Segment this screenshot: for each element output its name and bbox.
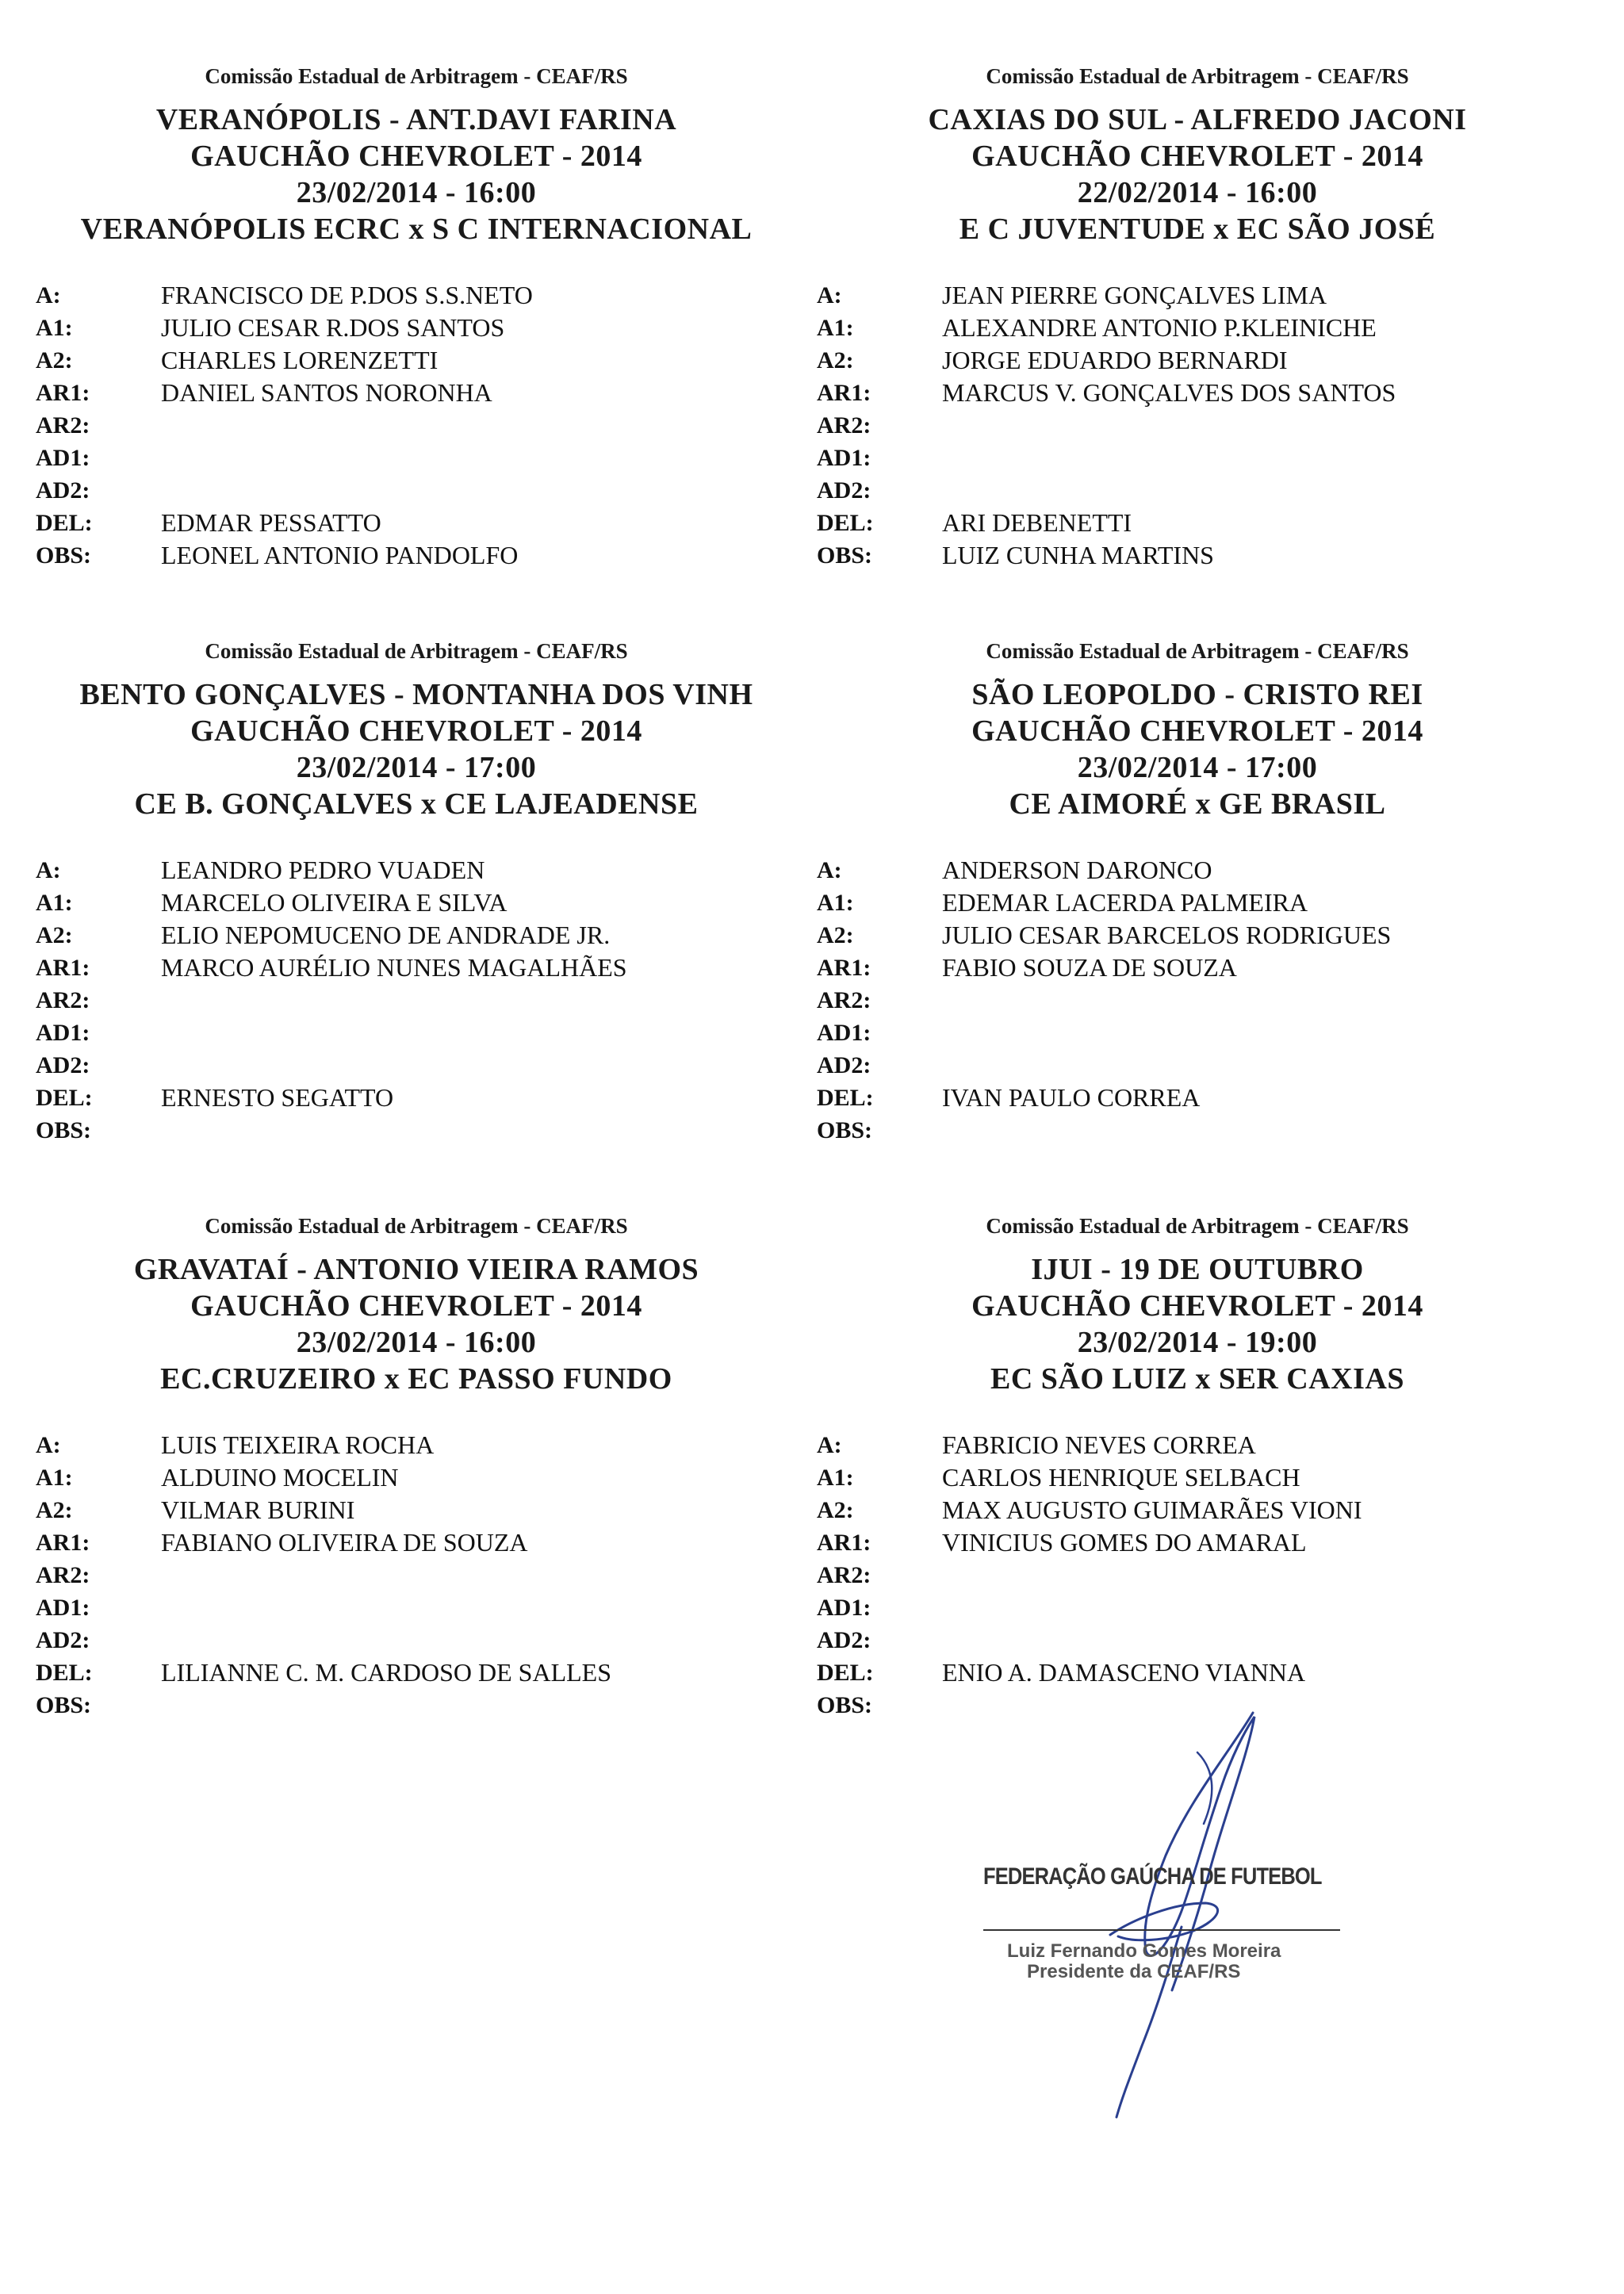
official-row	[36, 887, 797, 919]
role-label: A1:	[817, 315, 854, 341]
role-label: AD2:	[817, 1627, 871, 1653]
official-name: CHARLES LORENZETTI	[161, 346, 439, 374]
signer-name: Luiz Fernando Gomes Moreira	[1007, 1940, 1281, 1962]
role-label: AR2:	[817, 1562, 871, 1588]
role-label: DEL:	[817, 510, 874, 536]
official-name: FRANCISCO DE P.DOS S.S.NETO	[161, 281, 533, 309]
official-name: EDEMAR LACERDA PALMEIRA	[942, 888, 1308, 917]
match: EC.CRUZEIRO x EC PASSO FUNDO	[160, 1362, 672, 1396]
official-name: VILMAR BURINI	[161, 1496, 355, 1524]
officials-list	[817, 1429, 1578, 1721]
role-label: OBS:	[817, 542, 873, 569]
official-row	[817, 507, 1578, 539]
role-label: AR1:	[36, 1530, 90, 1556]
official-row	[36, 1656, 797, 1689]
official-name: ARI DEBENETTI	[942, 508, 1132, 537]
game-block-2	[817, 63, 1578, 569]
official-row	[817, 1526, 1578, 1559]
officials-list	[817, 854, 1578, 1147]
official-row	[36, 984, 797, 1017]
role-label: OBS:	[36, 1117, 92, 1143]
role-label: A:	[36, 857, 61, 883]
official-name: FABIO SOUZA DE SOUZA	[942, 953, 1237, 982]
match: VERANÓPOLIS ECRC x S C INTERNACIONAL	[80, 213, 753, 246]
game-block-5	[36, 1213, 797, 1718]
role-label: DEL:	[36, 510, 93, 536]
role-label: A2:	[817, 347, 854, 373]
official-row	[817, 539, 1578, 572]
official-row	[817, 1461, 1578, 1494]
role-label: AD1:	[36, 445, 90, 471]
official-name: VINICIUS GOMES DO AMARAL	[942, 1528, 1307, 1557]
role-label: A1:	[817, 1465, 854, 1491]
official-name: FABRICIO NEVES CORREA	[942, 1430, 1256, 1459]
official-row	[817, 409, 1578, 442]
official-name: MARCELO OLIVEIRA E SILVA	[161, 888, 508, 917]
official-name: LUIS TEIXEIRA ROCHA	[161, 1430, 435, 1459]
date-time: 23/02/2014 - 17:00	[1077, 751, 1318, 784]
official-row	[36, 344, 797, 377]
official-row	[36, 377, 797, 409]
role-label: AD2:	[36, 1627, 90, 1653]
match: EC SÃO LUIZ x SER CAXIAS	[990, 1362, 1404, 1396]
official-row	[817, 1049, 1578, 1082]
official-name: ENIO A. DAMASCENO VIANNA	[942, 1658, 1306, 1687]
official-row	[817, 952, 1578, 984]
signature-block	[952, 1705, 1396, 2149]
venue: VERANÓPOLIS - ANT.DAVI FARINA	[155, 103, 677, 136]
role-label: AR2:	[36, 1562, 90, 1588]
competition: GAUCHÃO CHEVROLET - 2014	[190, 140, 642, 173]
official-row	[36, 1082, 797, 1114]
role-label: DEL:	[36, 1085, 93, 1111]
officials-list	[36, 1429, 797, 1721]
official-row	[36, 1114, 797, 1147]
official-row	[36, 1017, 797, 1049]
official-row	[817, 1559, 1578, 1591]
date-time: 23/02/2014 - 17:00	[296, 751, 537, 784]
competition: GAUCHÃO CHEVROLET - 2014	[190, 714, 642, 748]
official-row	[36, 279, 797, 312]
official-name: JORGE EDUARDO BERNARDI	[942, 346, 1288, 374]
match: CE B. GONÇALVES x CE LAJEADENSE	[134, 787, 699, 821]
official-name: IVAN PAULO CORREA	[942, 1083, 1201, 1112]
official-name: ELIO NEPOMUCENO DE ANDRADE JR.	[161, 921, 611, 949]
role-label: OBS:	[36, 542, 92, 569]
signature-line	[983, 1929, 1340, 1931]
competition: GAUCHÃO CHEVROLET - 2014	[971, 140, 1423, 173]
official-name: FABIANO OLIVEIRA DE SOUZA	[161, 1528, 528, 1557]
official-name: LEANDRO PEDRO VUADEN	[161, 856, 485, 884]
signer-title: Presidente da CEAF/RS	[1027, 1961, 1241, 1982]
official-row	[36, 919, 797, 952]
date-time: 23/02/2014 - 19:00	[1077, 1326, 1318, 1359]
competition: GAUCHÃO CHEVROLET - 2014	[971, 714, 1423, 748]
role-label: DEL:	[36, 1660, 93, 1686]
role-label: A1:	[36, 1465, 73, 1491]
official-row	[817, 1591, 1578, 1624]
official-name: ALEXANDRE ANTONIO P.KLEINICHE	[942, 313, 1377, 342]
game-block-1	[36, 63, 797, 569]
official-name: MAX AUGUSTO GUIMARÃES VIONI	[942, 1496, 1362, 1524]
commission-title: Comissão Estadual de Arbitragem - CEAF/RS	[205, 1214, 628, 1238]
match: E C JUVENTUDE x EC SÃO JOSÉ	[959, 213, 1436, 246]
role-label: A:	[36, 282, 61, 308]
official-row	[36, 854, 797, 887]
game-header	[36, 638, 797, 822]
role-label: A1:	[36, 315, 73, 341]
role-label: OBS:	[36, 1692, 92, 1718]
commission-title: Comissão Estadual de Arbitragem - CEAF/RS	[205, 64, 628, 88]
role-label: DEL:	[817, 1660, 874, 1686]
official-row	[817, 377, 1578, 409]
match: CE AIMORÉ x GE BRASIL	[1009, 787, 1386, 821]
role-label: A2:	[817, 922, 854, 948]
competition: GAUCHÃO CHEVROLET - 2014	[190, 1289, 642, 1323]
role-label: AR2:	[817, 987, 871, 1013]
date-time: 23/02/2014 - 16:00	[296, 176, 537, 209]
role-label: AR1:	[817, 1530, 871, 1556]
official-row	[817, 344, 1578, 377]
officials-list	[817, 279, 1578, 572]
official-row	[817, 442, 1578, 474]
stamp-organization: FEDERAÇÃO GAÚCHA DE FUTEBOL	[983, 1863, 1322, 1890]
role-label: AD1:	[817, 445, 871, 471]
venue: GRAVATAÍ - ANTONIO VIEIRA RAMOS	[133, 1253, 699, 1286]
official-row	[36, 1049, 797, 1082]
role-label: AD1:	[817, 1595, 871, 1621]
role-label: AR1:	[817, 955, 871, 981]
official-name: LILIANNE C. M. CARDOSO DE SALLES	[161, 1658, 611, 1687]
official-row	[817, 887, 1578, 919]
game-header	[817, 63, 1578, 247]
official-row	[36, 1494, 797, 1526]
date-time: 22/02/2014 - 16:00	[1077, 176, 1318, 209]
date-time: 23/02/2014 - 16:00	[296, 1326, 537, 1359]
official-row	[817, 1624, 1578, 1656]
role-label: A2:	[36, 1497, 73, 1523]
official-name: EDMAR PESSATTO	[161, 508, 381, 537]
official-row	[817, 854, 1578, 887]
official-name: CARLOS HENRIQUE SELBACH	[942, 1463, 1300, 1492]
role-label: AD1:	[817, 1020, 871, 1046]
official-row	[36, 507, 797, 539]
official-row	[817, 474, 1578, 507]
commission-title: Comissão Estadual de Arbitragem - CEAF/RS	[986, 1214, 1409, 1238]
official-name: MARCUS V. GONÇALVES DOS SANTOS	[942, 378, 1396, 407]
commission-title: Comissão Estadual de Arbitragem - CEAF/RS	[205, 639, 628, 663]
role-label: AR1:	[36, 380, 90, 406]
official-name: ERNESTO SEGATTO	[161, 1083, 394, 1112]
game-header	[817, 1213, 1578, 1397]
role-label: AR1:	[817, 380, 871, 406]
role-label: AD2:	[36, 1052, 90, 1078]
official-row	[817, 312, 1578, 344]
official-row	[36, 1429, 797, 1461]
role-label: OBS:	[817, 1117, 873, 1143]
official-row	[36, 442, 797, 474]
role-label: AD1:	[36, 1020, 90, 1046]
role-label: A:	[36, 1432, 61, 1458]
official-row	[36, 1591, 797, 1624]
role-label: A2:	[817, 1497, 854, 1523]
game-block-6	[817, 1213, 1578, 1718]
role-label: AR2:	[817, 412, 871, 439]
role-label: AD2:	[36, 477, 90, 504]
official-row	[817, 1017, 1578, 1049]
venue: SÃO LEOPOLDO - CRISTO REI	[971, 678, 1423, 711]
role-label: AD2:	[817, 1052, 871, 1078]
official-row	[817, 1429, 1578, 1461]
role-label: A:	[817, 282, 842, 308]
venue: IJUI - 19 DE OUTUBRO	[1031, 1253, 1364, 1286]
role-label: A1:	[36, 890, 73, 916]
game-header	[817, 638, 1578, 822]
role-label: DEL:	[817, 1085, 874, 1111]
role-label: AD1:	[36, 1595, 90, 1621]
official-row	[36, 952, 797, 984]
game-header	[36, 63, 797, 247]
official-row	[36, 1526, 797, 1559]
official-name: JULIO CESAR BARCELOS RODRIGUES	[942, 921, 1392, 949]
official-name: LUIZ CUNHA MARTINS	[942, 541, 1214, 569]
official-row	[36, 474, 797, 507]
official-row	[36, 1559, 797, 1591]
official-row	[817, 919, 1578, 952]
official-name: DANIEL SANTOS NORONHA	[161, 378, 492, 407]
officials-list	[36, 854, 797, 1147]
official-row	[36, 312, 797, 344]
official-name: ANDERSON DARONCO	[942, 856, 1212, 884]
role-label: A1:	[817, 890, 854, 916]
role-label: AR2:	[36, 412, 90, 439]
official-row	[817, 1082, 1578, 1114]
game-block-4	[817, 638, 1578, 1143]
official-row	[36, 1689, 797, 1721]
official-name: ALDUINO MOCELIN	[161, 1463, 399, 1492]
official-row	[817, 1494, 1578, 1526]
commission-title: Comissão Estadual de Arbitragem - CEAF/RS	[986, 64, 1409, 88]
official-row	[817, 279, 1578, 312]
official-row	[817, 1114, 1578, 1147]
game-block-3	[36, 638, 797, 1143]
official-row	[36, 539, 797, 572]
venue: BENTO GONÇALVES - MONTANHA DOS VINH	[79, 678, 753, 711]
official-row	[817, 1656, 1578, 1689]
game-header	[36, 1213, 797, 1397]
commission-title: Comissão Estadual de Arbitragem - CEAF/RS	[986, 639, 1409, 663]
official-name: JULIO CESAR R.DOS SANTOS	[161, 313, 505, 342]
role-label: AD2:	[817, 477, 871, 504]
official-row	[36, 409, 797, 442]
role-label: A:	[817, 1432, 842, 1458]
officials-list	[36, 279, 797, 572]
official-row	[36, 1624, 797, 1656]
official-row	[817, 984, 1578, 1017]
role-label: AR2:	[36, 987, 90, 1013]
role-label: OBS:	[817, 1692, 873, 1718]
official-name: MARCO AURÉLIO NUNES MAGALHÃES	[161, 953, 627, 982]
handwritten-signature	[952, 1705, 1396, 2149]
competition: GAUCHÃO CHEVROLET - 2014	[971, 1289, 1423, 1323]
official-name: LEONEL ANTONIO PANDOLFO	[161, 541, 519, 569]
role-label: A:	[817, 857, 842, 883]
venue: CAXIAS DO SUL - ALFREDO JACONI	[928, 103, 1467, 136]
official-name: JEAN PIERRE GONÇALVES LIMA	[942, 281, 1327, 309]
role-label: A2:	[36, 922, 73, 948]
role-label: A2:	[36, 347, 73, 373]
official-row	[36, 1461, 797, 1494]
role-label: AR1:	[36, 955, 90, 981]
